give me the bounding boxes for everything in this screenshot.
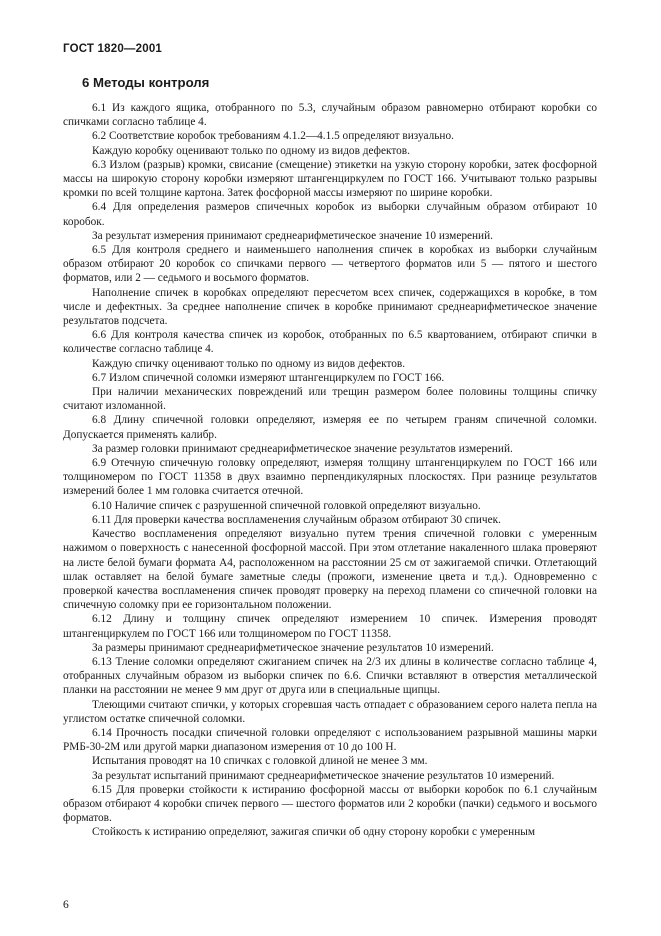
paragraph: 6.8 Длину спичечной головки определяют, измеряя ее по четырем граням спичечной соломки. Допускается применять калибр. bbox=[63, 414, 597, 441]
paragraph: Тлеющими считают спички, у которых сгоревшая часть отпадает с образованием серого налета пепла на углистом остатке спичечной соломки. bbox=[63, 698, 597, 725]
paragraph: Качество воспламенения определяют визуально путем трения спичечной головки с умеренным нажимом о поверхность с нанесенной фосфорной массой. При этом отлетание накаленного шлака проверяют на листе белой бумаги формата А4, расположенном на расстоянии 25 см от зажигаемой спички. Отлетающий шлак оставляет на белой бумаге заметные следы (прожоги, изменение цвета и т.д.). Одновременно с проверкой качества воспламенения спичек проводят проверку на переход пламени со спичечной головки на спичечную соломку при ее горизонтальном положении. bbox=[63, 528, 597, 612]
paragraph: 6.14 Прочность посадки спичечной головки определяют с использованием разрывной машины марки РМБ-30-2М или другой марки диапазоном измерения от 10 до 100 Н. bbox=[63, 726, 597, 754]
paragraph: 6.13 Тление соломки определяют сжиганием спичек на 2/3 их длины в количестве согласно таблице 4, отобранных случайным образом из выборки спичек по 6.6. Спички вставляют в отверстия металлической планки на расстоянии не менее 9 мм друг от друга или в специальные щипцы. bbox=[63, 655, 597, 697]
paragraph: Каждую спичку оценивают только по одному из видов дефектов. bbox=[92, 357, 406, 370]
paragraph: 6.6 Для контроля качества спичек из коробок, отобранных по 6.5 квартованием, отбирают спички в количестве согласно таблице 4. bbox=[63, 329, 597, 356]
paragraph: 6.4 Для определения размеров спичечных коробок из выборки случайным образом отбирают 10 коробок. bbox=[63, 201, 597, 228]
paragraph: 6.1 Из каждого ящика, отобранного по 5.3, случайным образом равномерно отбирают коробки со спичками согласно таблице 4. bbox=[63, 102, 597, 129]
paragraph: За размер головки принимают среднеарифметическое значение результатов измерений. bbox=[92, 442, 513, 455]
paragraph: За результат испытаний принимают среднеарифметическое значение результатов 10 измерений. bbox=[92, 769, 555, 782]
paragraph: 6.11 Для проверки качества воспламенения случайным образом отбирают 30 спичек. bbox=[92, 513, 501, 526]
paragraph: 6.2 Соответствие коробок требованиям 4.1.2—4.1.5 определяют визуально. bbox=[92, 130, 454, 143]
section-title: 6 Методы контроля bbox=[82, 75, 210, 90]
paragraph: За размеры принимают среднеарифметическое значение результатов 10 измерений. bbox=[92, 641, 494, 654]
paragraph: Стойкость к истиранию определяют, зажигая спички об одну сторону коробки с умеренным bbox=[92, 826, 536, 839]
paragraph: 6.3 Излом (разрыв) кромки, свисание (смещение) этикетки на узкую сторону коробки, затек фосфорной массы на широкую сторону коробки измеряют штангенциркулем по ГОСТ 166. Учитывают только разрывы кромки по всей толщине картона. Затек фосфорной массы измеряют по ширине коробки. bbox=[63, 158, 597, 200]
paragraph: 6.12 Длину и толщину спичек определяют измерением 10 спичек. Измерения проводят штангенциркулем по ГОСТ 166 или толщиномером по ГОСТ 11358. bbox=[63, 613, 597, 640]
paragraph: 6.9 Отечную спичечную головку определяют, измеряя толщину штангенциркулем по ГОСТ 166 или толщиномером по ГОСТ 11358 в двух взаимно перпендикулярных плоскостях. При разнице результатов измерений более 1 мм головка считается отечной. bbox=[63, 457, 597, 498]
paragraph: 6.15 Для проверки стойкости к истиранию фосфорной массы от выборки коробок по 6.1 случайным образом отбирают 4 коробки спичек первого — шестого форматов или 2 коробки (пачки) седьмого и восьмого форматов. bbox=[63, 783, 597, 825]
paragraph: Наполнение спичек в коробках определяют пересчетом всех спичек, содержащихся в коробке, в том числе и дефектных. За среднее наполнение спичек в коробке принимают среднеарифметическое значение результатов подсчета. bbox=[63, 286, 597, 328]
paragraph: Испытания проводят на 10 спичках с головкой длиной не менее 3 мм. bbox=[92, 755, 428, 768]
paragraph: Каждую коробку оценивают только по одному из видов дефектов. bbox=[92, 144, 410, 157]
paragraph: За результат измерения принимают среднеарифметическое значение 10 измерений. bbox=[92, 229, 493, 242]
paragraph: 6.7 Излом спичечной соломки измеряют штангенциркулем по ГОСТ 166. bbox=[92, 371, 445, 384]
paragraph: 6.5 Для контроля среднего и наименьшего наполнения спичек в коробках из выборки случайным образом отбирают 20 коробок со спичками первого — четвертого форматов или 5 — пятого и шестого форматов, или 2 — седьмого и восьмого форматов. bbox=[63, 244, 597, 285]
document-header: ГОСТ 1820—2001 bbox=[63, 43, 163, 55]
page-number: 6 bbox=[63, 899, 69, 911]
paragraph: 6.10 Наличие спичек с разрушенной спичечной головкой определяют визуально. bbox=[92, 499, 481, 512]
section-body bbox=[63, 101, 597, 840]
paragraph: При наличии механических повреждений или трещин размером более половины толщины спичку считают изломанной. bbox=[63, 386, 597, 413]
